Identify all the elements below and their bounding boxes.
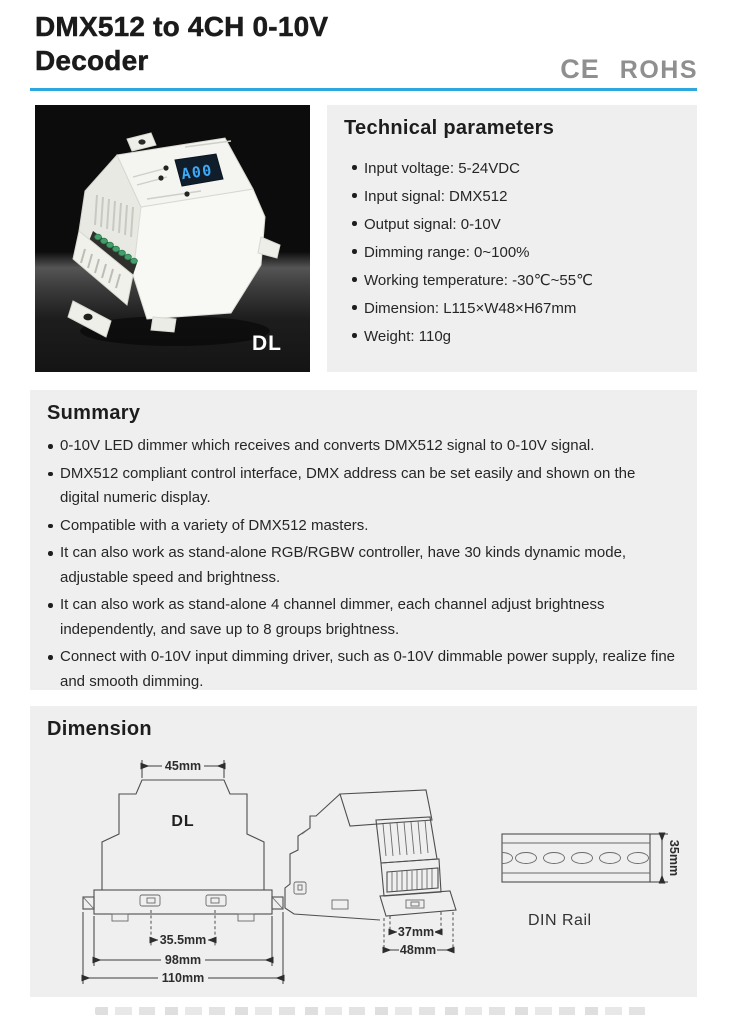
product-photo (35, 105, 310, 372)
device-button-icon (184, 191, 189, 196)
list-item: Dimming range: 0~100% (351, 239, 681, 267)
display-value: A00 (180, 161, 214, 184)
dim-rail-height: 35mm (667, 839, 681, 877)
dim-overall-width: 110mm (161, 971, 205, 985)
device-button-icon (158, 175, 163, 180)
dim-overall-depth: 48mm (399, 943, 437, 957)
page-title-line2: Decoder (35, 45, 149, 76)
device-button-icon (163, 165, 168, 170)
certification-marks (560, 54, 698, 85)
list-item: Dimension: L115×W48×H67mm (351, 295, 681, 323)
page-title (35, 10, 328, 78)
technical-parameters-list (351, 155, 681, 351)
list-item: Output signal: 0-10V (351, 211, 681, 239)
product-model-label: DL (252, 332, 282, 355)
footer-cutoff-text (95, 1007, 655, 1015)
list-item: It can also work as stand-alone 4 channel dimmer, each channel adjust brightness independently, and save up to 8 groups brightness. (47, 593, 677, 642)
dimension-panel (30, 706, 697, 997)
ce-mark-icon: CE (560, 54, 600, 84)
summary-heading: Summary (47, 402, 141, 424)
dimension-heading: Dimension (47, 718, 152, 740)
header-divider (30, 88, 697, 91)
din-rail-drawing (498, 822, 698, 907)
dim-clip-span: 35.5mm (159, 933, 207, 947)
list-item: It can also work as stand-alone RGB/RGBW controller, have 30 kinds dynamic mode, adjustable speed and brightness. (47, 541, 677, 590)
list-item: Connect with 0-10V input dimming driver, such as 0-10V dimmable power supply, realize fine and smooth dimming. (47, 645, 677, 694)
technical-parameters-panel (327, 105, 697, 372)
list-item: Compatible with a variety of DMX512 masters. (47, 514, 677, 539)
technical-parameters-heading: Technical parameters (344, 117, 555, 139)
list-item: Input voltage: 5-24VDC (351, 155, 681, 183)
summary-panel (30, 390, 697, 690)
din-rail-label: DIN Rail (528, 912, 592, 929)
list-item: Input signal: DMX512 (351, 183, 681, 211)
dim-body-depth: 37mm (397, 925, 435, 939)
front-view-model-label: DL (171, 813, 195, 830)
dim-plate-width: 98mm (164, 953, 202, 967)
summary-list (47, 434, 677, 697)
page-title-line1: DMX512 to 4CH 0-10V (35, 11, 329, 42)
list-item: 0-10V LED dimmer which receives and converts DMX512 signal to 0-10V signal. (47, 434, 677, 459)
front-view-drawing (68, 750, 298, 988)
rohs-mark: ROHS (619, 56, 698, 84)
list-item: Working temperature: -30℃~55℃ (351, 267, 681, 295)
list-item: Weight: 110g (351, 323, 681, 351)
side-view-drawing (280, 764, 520, 974)
list-item: DMX512 compliant control interface, DMX address can be set easily and shown on the digital numeric display. (47, 462, 677, 511)
dim-top-width: 45mm (164, 759, 202, 773)
